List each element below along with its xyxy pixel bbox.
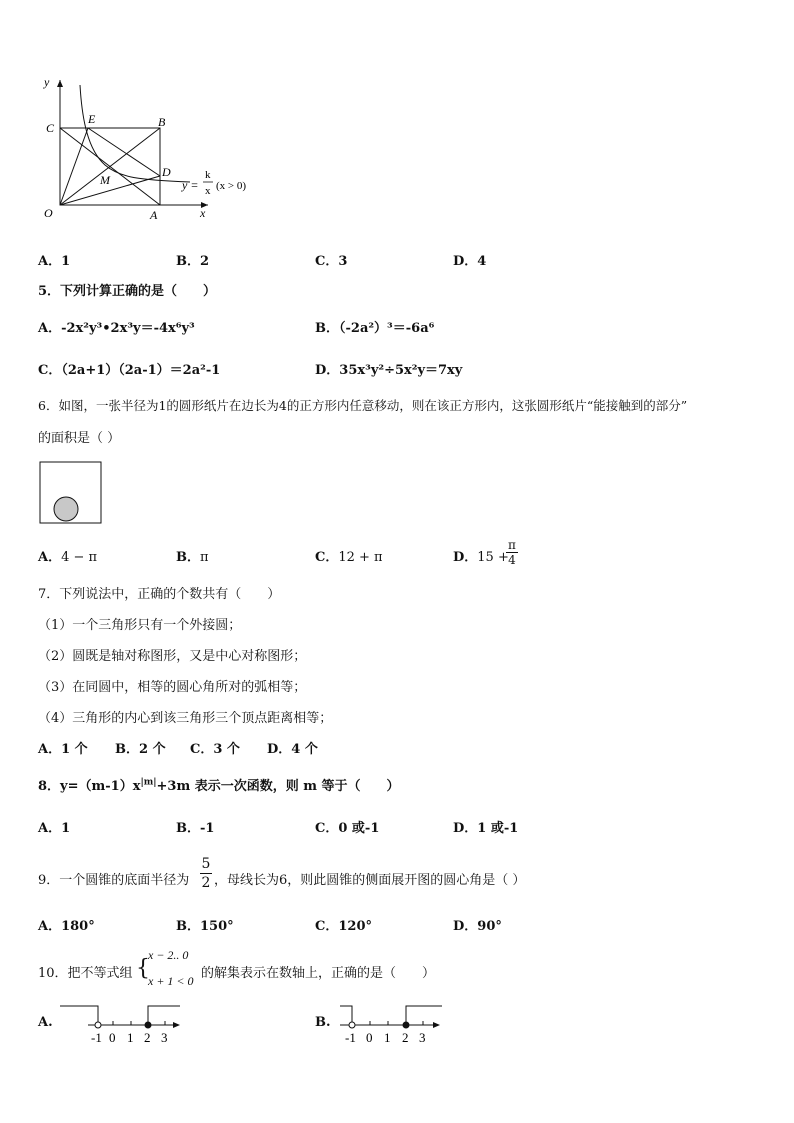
q7-option-d[interactable] — [267, 738, 318, 757]
option-text: 3 — [338, 254, 348, 269]
q9-option-d[interactable] — [453, 915, 502, 934]
q4-option-b[interactable] — [176, 250, 209, 269]
option-text: 180° — [61, 919, 95, 934]
q10-stem-a: 10．把不等式组 — [38, 966, 133, 981]
q8-exponent: |m| — [140, 777, 157, 788]
q9-stem-b: ，母线长为6，则此圆锥的侧面展开图的圆心角是（ ） — [214, 873, 526, 888]
q9-option-a[interactable] — [38, 915, 95, 934]
q4-option-d[interactable] — [453, 250, 486, 269]
tick-label: 1 — [384, 1030, 391, 1045]
option-label: B． — [176, 254, 200, 269]
option-text: -2x²y³•2x³y＝-4x⁶y³ — [61, 321, 195, 336]
q8-stem — [38, 775, 400, 794]
q7-stem: 7．下列说法中，正确的个数共有（ ） — [38, 587, 281, 602]
option-label: C． — [315, 254, 339, 269]
point-m-label: M — [100, 173, 110, 187]
q8-option-c[interactable] — [315, 817, 379, 836]
q5-option-a[interactable] — [38, 317, 195, 336]
option-label: A． — [38, 550, 62, 565]
tick-label: -1 — [91, 1030, 102, 1045]
q9-stem-a: 9．一个圆锥的底面半径为 — [38, 873, 190, 888]
q9-fraction — [200, 855, 212, 892]
option-text: 1 或-1 — [477, 821, 519, 836]
point-d-label: D — [162, 165, 171, 179]
q4-option-c[interactable] — [315, 250, 347, 269]
tick-label: 0 — [109, 1030, 116, 1045]
tick-label: 2 — [402, 1030, 409, 1045]
q8-stem-b: +3m 表示一次函数，则 m 等于（ ） — [156, 779, 400, 794]
option-label: B． — [176, 550, 200, 565]
tick-label: 3 — [161, 1030, 168, 1045]
option-label: D． — [267, 742, 292, 757]
curve-label-y: y = — [182, 178, 199, 192]
q6-option-a[interactable] — [38, 546, 97, 565]
q8-option-d[interactable] — [453, 817, 518, 836]
option-text: （-2a²）³＝-6a⁶ — [339, 321, 435, 336]
number-line-arrow — [433, 1022, 440, 1028]
option-label: D． — [453, 254, 478, 269]
q10-stem-b: 的解集表示在数轴上，正确的是（ ） — [201, 966, 436, 981]
option-text: 35x³y²÷5x²y＝7xy — [339, 363, 463, 378]
q6-stem-line1: 6．如图，一张半径为1的圆形纸片在边长为4的正方形内任意移动，则在该正方形内，这张圆形纸片“能接触到的部分” — [38, 398, 688, 413]
q9-option-b[interactable] — [176, 915, 234, 934]
option-label: A． — [38, 742, 62, 757]
q10-option-a-label[interactable]: A. — [38, 1015, 53, 1030]
q6-option-d[interactable] — [453, 546, 509, 565]
q6-figure — [38, 460, 104, 526]
q6-option-d-fraction — [506, 538, 518, 567]
option-text: 4 — [477, 254, 487, 269]
q8-option-a[interactable] — [38, 817, 70, 836]
q10-option-b-label[interactable]: B. — [315, 1015, 331, 1030]
open-dot — [349, 1022, 355, 1028]
segment-ed — [88, 128, 160, 176]
option-label: D． — [453, 821, 478, 836]
point-o-label: O — [44, 206, 53, 220]
q10-inequality-1: x − 2.. 0 — [148, 948, 189, 962]
q7-item-2: （2）圆既是轴对称图形，又是中心对称图形； — [38, 649, 307, 664]
option-label: C． — [38, 363, 62, 378]
point-c-label: C — [46, 121, 55, 135]
solution-bracket-right — [406, 1006, 442, 1025]
open-dot — [95, 1022, 101, 1028]
segment-od — [60, 176, 160, 205]
option-label: D． — [315, 363, 340, 378]
option-label: C． — [190, 742, 214, 757]
number-line-arrow — [173, 1022, 180, 1028]
option-text: 12 + π — [338, 550, 383, 565]
option-text: 4 − π — [61, 550, 98, 565]
q5-option-c[interactable] — [38, 359, 220, 378]
option-label: A． — [38, 919, 62, 934]
option-label: A． — [38, 821, 62, 836]
option-label: C． — [315, 821, 339, 836]
q7-option-a[interactable] — [38, 738, 88, 757]
option-text: 3 个 — [213, 742, 240, 757]
curve-label-x: x — [205, 185, 211, 197]
segment-oe — [60, 128, 88, 205]
option-text: 15 + — [477, 550, 509, 565]
q6-stem-line2: 的面积是（ ） — [38, 431, 121, 446]
q6-option-c[interactable] — [315, 546, 383, 565]
q9-option-c[interactable] — [315, 915, 372, 934]
option-text: 2 个 — [139, 742, 166, 757]
option-label: D． — [453, 919, 478, 934]
q5-stem: 5．下列计算正确的是（ ） — [38, 284, 217, 299]
axis-x-label: x — [200, 206, 206, 220]
q8-option-b[interactable] — [176, 817, 214, 836]
q10-inequality-2: x + 1 < 0 — [148, 974, 194, 988]
option-label: C． — [315, 919, 339, 934]
option-label: C． — [315, 550, 339, 565]
option-label: B． — [115, 742, 139, 757]
option-text: -1 — [200, 821, 215, 836]
q4-option-a[interactable] — [38, 250, 70, 269]
tick-label: 3 — [419, 1030, 426, 1045]
curve-label-cond: (x > 0) — [216, 180, 247, 192]
point-e-label: E — [88, 112, 96, 126]
q10-option-b-numberline — [340, 1000, 445, 1045]
q6-option-b[interactable] — [176, 546, 209, 565]
option-text: π — [200, 550, 209, 565]
q7-option-b[interactable] — [115, 738, 166, 757]
y-axis-arrow — [57, 80, 63, 87]
q8-stem-a: 8．y=（m-1）x — [38, 779, 141, 794]
closed-dot — [403, 1022, 409, 1028]
axis-y-label: y — [44, 75, 50, 89]
q7-item-4: （4）三角形的内心到该三角形三个顶点距离相等； — [38, 711, 333, 726]
option-label: B． — [176, 919, 200, 934]
solution-bracket-right — [148, 1006, 180, 1025]
option-label: A． — [38, 321, 62, 336]
option-label: B． — [315, 321, 339, 336]
fraction-denominator: 2 — [201, 875, 211, 891]
q5-option-b[interactable] — [315, 317, 434, 336]
option-text: 4 个 — [291, 742, 318, 757]
paper-circle — [54, 497, 78, 521]
q10-option-a-numberline — [60, 1000, 185, 1045]
q7-item-1: （1）一个三角形只有一个外接圆； — [38, 618, 242, 633]
option-label: B． — [176, 821, 200, 836]
q7-option-c[interactable] — [190, 738, 240, 757]
fraction-numerator: π — [508, 538, 516, 552]
option-label: A． — [38, 254, 62, 269]
closed-dot — [145, 1022, 151, 1028]
option-text: 150° — [200, 919, 234, 934]
option-text: 1 — [61, 821, 71, 836]
option-text: （2a+1）（2a-1）＝2a²-1 — [61, 363, 221, 378]
tick-label: 1 — [127, 1030, 134, 1045]
option-text: 2 — [200, 254, 210, 269]
q7-item-3: （3）在同圆中，相等的圆心角所对的弧相等； — [38, 680, 307, 695]
q4-figure — [30, 70, 270, 230]
q10-brace: { — [136, 956, 150, 981]
tick-label: 2 — [144, 1030, 151, 1045]
tick-label: -1 — [345, 1030, 356, 1045]
option-text: 120° — [338, 919, 372, 934]
point-b-label: B — [158, 115, 166, 129]
fraction-numerator: 5 — [201, 856, 211, 872]
option-label: D． — [453, 550, 478, 565]
fraction-denominator: 4 — [506, 552, 518, 567]
q5-option-d[interactable] — [315, 359, 462, 378]
option-text: 1 — [61, 254, 71, 269]
option-text: 0 或-1 — [338, 821, 380, 836]
point-a-label: A — [150, 208, 158, 222]
option-text: 90° — [477, 919, 502, 934]
solution-bracket-left — [60, 1006, 98, 1025]
tick-label: 0 — [366, 1030, 373, 1045]
option-text: 1 个 — [61, 742, 88, 757]
curve-label-k: k — [205, 169, 211, 181]
